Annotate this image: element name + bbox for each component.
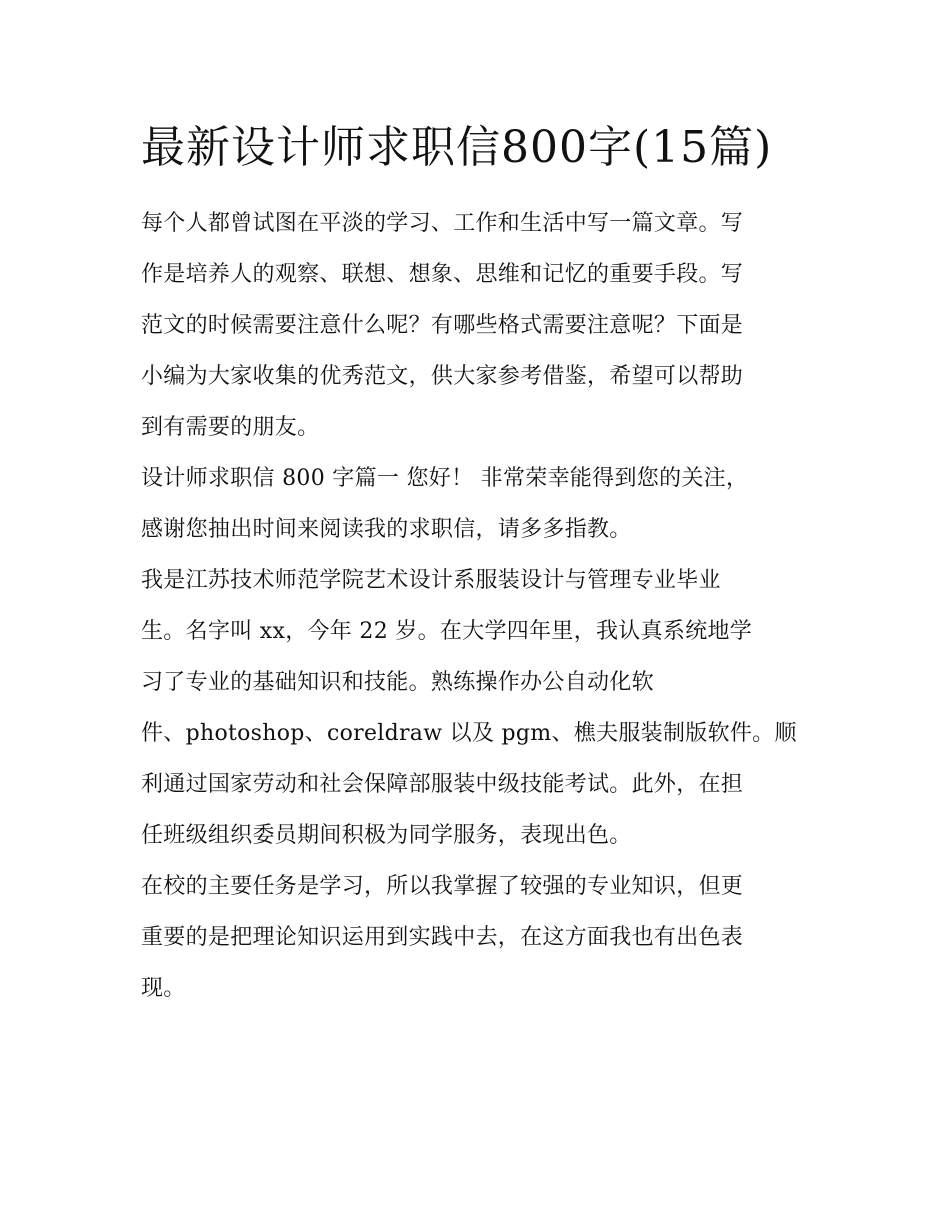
text-line: 到有需要的朋友。 (141, 415, 320, 440)
document-content (141, 112, 813, 1014)
text-line: 习了专业的基础知识和技能。熟练操作办公自动化软 (141, 670, 654, 695)
text-line: 件、photoshop、coreldraw 以及 pgm、樵夫服装制版软件。顺 (141, 721, 797, 746)
document-title (141, 112, 813, 184)
text-line: 每个人都曾试图在平淡的学习、工作和生活中写一篇文章。写 (141, 211, 744, 236)
text-line: 我是江苏技术师范学院艺术设计系服装设计与管理专业毕业 (141, 568, 721, 593)
text-line: 任班级组织委员期间积极为同学服务，表现出色。 (141, 823, 632, 848)
text-line: 感谢您抽出时间来阅读我的求职信，请多多指教。 (141, 517, 632, 542)
paragraph-practice (141, 861, 813, 1014)
text-line: 在校的主要任务是学习，所以我掌握了较强的专业知识，但更 (141, 874, 744, 899)
text-line: 重要的是把理论知识运用到实践中去，在这方面我也有出色表 (141, 925, 744, 950)
paragraph-background (141, 555, 813, 861)
text-line: 生。名字叫 xx，今年 22 岁。在大学四年里，我认真系统地学 (141, 619, 753, 644)
text-line: 利通过国家劳动和社会保障部服装中级技能考试。此外，在担 (141, 772, 744, 797)
text-line: 作是培养人的观察、联想、想象、思维和记忆的重要手段。写 (141, 262, 744, 287)
paragraph-intro (141, 198, 813, 453)
text-line: 现。 (141, 976, 186, 1001)
paragraph-greeting (141, 453, 813, 555)
title-text: 最新设计师求职信800字(15篇) (141, 122, 773, 173)
text-line: 小编为大家收集的优秀范文，供大家参考借鉴，希望可以帮助 (141, 364, 744, 389)
text-line: 范文的时候需要注意什么呢？有哪些格式需要注意呢？下面是 (141, 313, 744, 338)
text-line: 设计师求职信 800 字篇一 您好！ 非常荣幸能得到您的关注， (141, 466, 749, 491)
